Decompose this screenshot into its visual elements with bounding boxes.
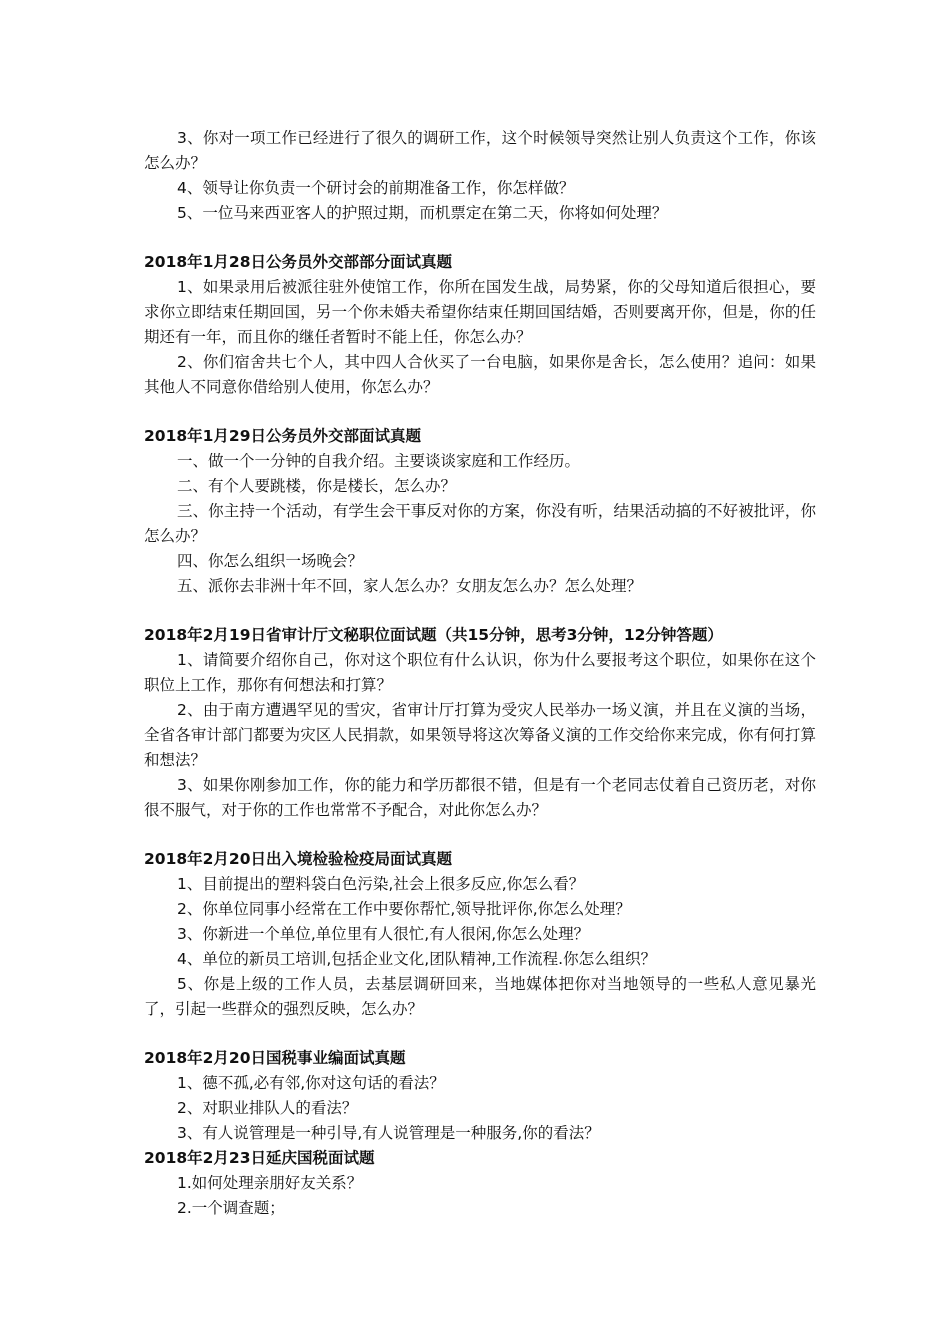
document-page bbox=[144, 126, 816, 1221]
section-heading: 2018年1月28日公务员外交部部分面试真题 bbox=[144, 253, 452, 271]
question-item: 1、如果录用后被派往驻外使馆工作，你所在国发生战，局势紧，你的父母知道后很担心，要求你立即结束任期回国，另一个你未婚夫希望你结束任期回国结婚，否则要离开你，但是，你的任期还有一年，而且你的继任者暂时不能上任，你怎么办？ bbox=[144, 278, 816, 346]
question-item: 4、领导让你负责一个研讨会的前期准备工作，你怎样做？ bbox=[177, 179, 575, 197]
section-heading: 2018年2月20日出入境检验检疫局面试真题 bbox=[144, 850, 452, 868]
question-item: 2.一个调查题； bbox=[177, 1199, 285, 1217]
question-item: 4、单位的新员工培训,包括企业文化,团队精神,工作流程.你怎么组织？ bbox=[177, 950, 657, 968]
question-item: 1、请简要介绍你自己，你对这个职位有什么认识，你为什么要报考这个职位，如果你在这个职位上工作，那你有何想法和打算？ bbox=[144, 651, 816, 694]
question-item: 3、你新进一个单位,单位里有人很忙,有人很闲,你怎么处理？ bbox=[177, 925, 590, 943]
section-foreign-ministry-jan28 bbox=[144, 250, 816, 400]
section-heading: 2018年1月29日公务员外交部面试真题 bbox=[144, 427, 421, 445]
question-item: 一、做一个一分钟的自我介绍。主要谈谈家庭和工作经历。 bbox=[177, 452, 581, 470]
section-heading: 2018年2月20日国税事业编面试真题 bbox=[144, 1049, 406, 1067]
question-item: 3、你对一项工作已经进行了很久的调研工作，这个时候领导突然让别人负责这个工作，你该怎么办？ bbox=[144, 129, 816, 172]
section-audit-office-feb19 bbox=[144, 623, 816, 823]
section-heading: 2018年2月23日延庆国税面试题 bbox=[144, 1149, 375, 1167]
question-item: 1、目前提出的塑料袋白色污染,社会上很多反应,你怎么看？ bbox=[177, 875, 585, 893]
section-tax-bureau-feb20 bbox=[144, 1046, 816, 1146]
question-item: 2、你单位同事小经常在工作中要你帮忙,领导批评你,你怎么处理？ bbox=[177, 900, 631, 918]
question-item: 5、一位马来西亚客人的护照过期，而机票定在第二天，你将如何处理？ bbox=[177, 204, 668, 222]
section-intro-questions bbox=[144, 126, 816, 226]
section-heading: 2018年2月19日省审计厅文秘职位面试题（共15分钟，思考3分钟，12分钟答题） bbox=[144, 626, 723, 644]
question-item: 2、你们宿舍共七个人，其中四人合伙买了一台电脑，如果你是舍长，怎么使用？追问：如果其他人不同意你借给别人使用，你怎么办？ bbox=[144, 353, 816, 396]
question-item: 五、派你去非洲十年不回，家人怎么办？女朋友怎么办？怎么处理？ bbox=[177, 577, 643, 595]
question-item: 5、你是上级的工作人员，去基层调研回来，当地媒体把你对当地领导的一些私人意见暴光了，引起一些群众的强烈反映，怎么办？ bbox=[144, 975, 816, 1018]
section-foreign-ministry-jan29 bbox=[144, 424, 816, 599]
question-item: 1、德不孤,必有邻,你对这句话的看法？ bbox=[177, 1074, 445, 1092]
question-item: 三、你主持一个活动，有学生会干事反对你的方案，你没有听，结果活动搞的不好被批评，你怎么办？ bbox=[144, 502, 816, 545]
question-item: 二、有个人要跳楼，你是楼长，怎么办？ bbox=[177, 477, 457, 495]
section-inspection-feb20 bbox=[144, 847, 816, 1022]
question-item: 四、你怎么组织一场晚会？ bbox=[177, 552, 364, 570]
question-item: 1.如何处理亲朋好友关系？ bbox=[177, 1174, 363, 1192]
question-item: 2、由于南方遭遇罕见的雪灾，省审计厅打算为受灾人民举办一场义演，并且在义演的当场，全省各审计部门都要为灾区人民捐款，如果领导将这次筹备义演的工作交给你来完成，你有何打算和想法？ bbox=[144, 701, 816, 769]
section-yanqing-tax-feb23 bbox=[144, 1146, 816, 1221]
question-item: 3、如果你刚参加工作，你的能力和学历都很不错，但是有一个老同志仗着自己资历老，对你很不服气，对于你的工作也常常不予配合，对此你怎么办？ bbox=[144, 776, 816, 819]
question-item: 2、对职业排队人的看法？ bbox=[177, 1099, 358, 1117]
question-item: 3、有人说管理是一种引导,有人说管理是一种服务,你的看法？ bbox=[177, 1124, 600, 1142]
